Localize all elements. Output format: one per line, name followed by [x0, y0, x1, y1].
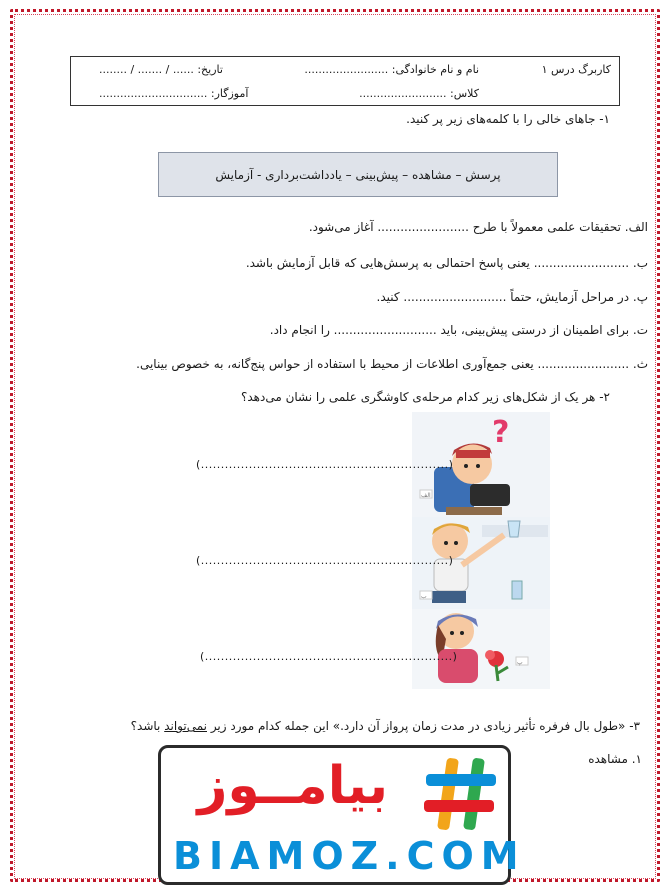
illustration-tag-a: الف	[421, 492, 431, 499]
hashtag-icon	[422, 754, 500, 838]
illustration-tag-b: ب	[421, 593, 427, 600]
logo-english-text: BIAMOZ.COM	[173, 834, 526, 878]
word-bank	[158, 152, 558, 197]
svg-text:?: ?	[492, 415, 510, 450]
q1-item-a: الف. تحقیقات علمی معمولاً با طرح ........................ آغاز می‌شود.	[308, 220, 648, 234]
name-field[interactable]: نام و نام خانوادگی: ........................	[304, 63, 479, 76]
q1-title: ۱- جاهای خالی را با کلمه‌های زیر پر کنید.	[406, 112, 610, 126]
q2-answer-blank-2[interactable]: (..............................................................)	[196, 554, 454, 567]
q3-title	[131, 719, 640, 733]
logo-persian-text: بیامــوز	[197, 756, 388, 816]
q1-item-e: ث. ........................ یعنی جمع‌آوری اطلاعات از محیط با استفاده از حواس پنج‌گانه، به خصوص بینایی.	[136, 357, 648, 371]
q3-title-part2: باشد؟	[130, 719, 165, 733]
biamoz-logo	[158, 745, 526, 885]
q3-title-emphasis: نمی‌تواند	[164, 719, 207, 733]
teacher-field[interactable]: آموزگار: ...............................	[99, 87, 249, 100]
q3-title-part1: ۳- «طول بال فرفره تأثیر زیادی در مدت زمان پرواز آن دارد.» این جمله کدام مورد زیر	[207, 719, 640, 733]
q2-answer-blank-1[interactable]: (..............................................................)	[196, 458, 454, 471]
date-field[interactable]: تاریخ: ...... / ....... / ........	[99, 63, 223, 76]
illustration-tag-c: پ	[517, 659, 523, 666]
illustration-observation-child	[412, 609, 550, 689]
q3-option-1[interactable]: ۱. مشاهده	[588, 752, 642, 766]
q1-item-b: ب. ......................... یعنی پاسخ احتمالی به پرسش‌هایی که قابل آزمایش باشد.	[245, 256, 648, 270]
class-field[interactable]: کلاس: .........................	[359, 87, 479, 100]
q1-item-d: ت. برای اطمینان از درستی پیش‌بینی، باید ........................... را انجام داد.	[269, 323, 648, 337]
q2-title: ۲- هر یک از شکل‌های زیر کدام مرحله‌ی کاوشگری علمی را نشان می‌دهد؟	[240, 390, 610, 404]
q1-item-c: پ. در مراحل آزمایش، حتماً ........................... کنید.	[376, 290, 648, 304]
worksheet-title: کاربرگ درس ۱	[541, 63, 611, 76]
student-info-box	[70, 56, 620, 106]
word-bank-text: پرسش – مشاهده – پیش‌بینی – یادداشت‌برداری - آزمایش	[215, 167, 501, 182]
q2-answer-blank-3[interactable]: (..............................................................)	[200, 650, 458, 663]
